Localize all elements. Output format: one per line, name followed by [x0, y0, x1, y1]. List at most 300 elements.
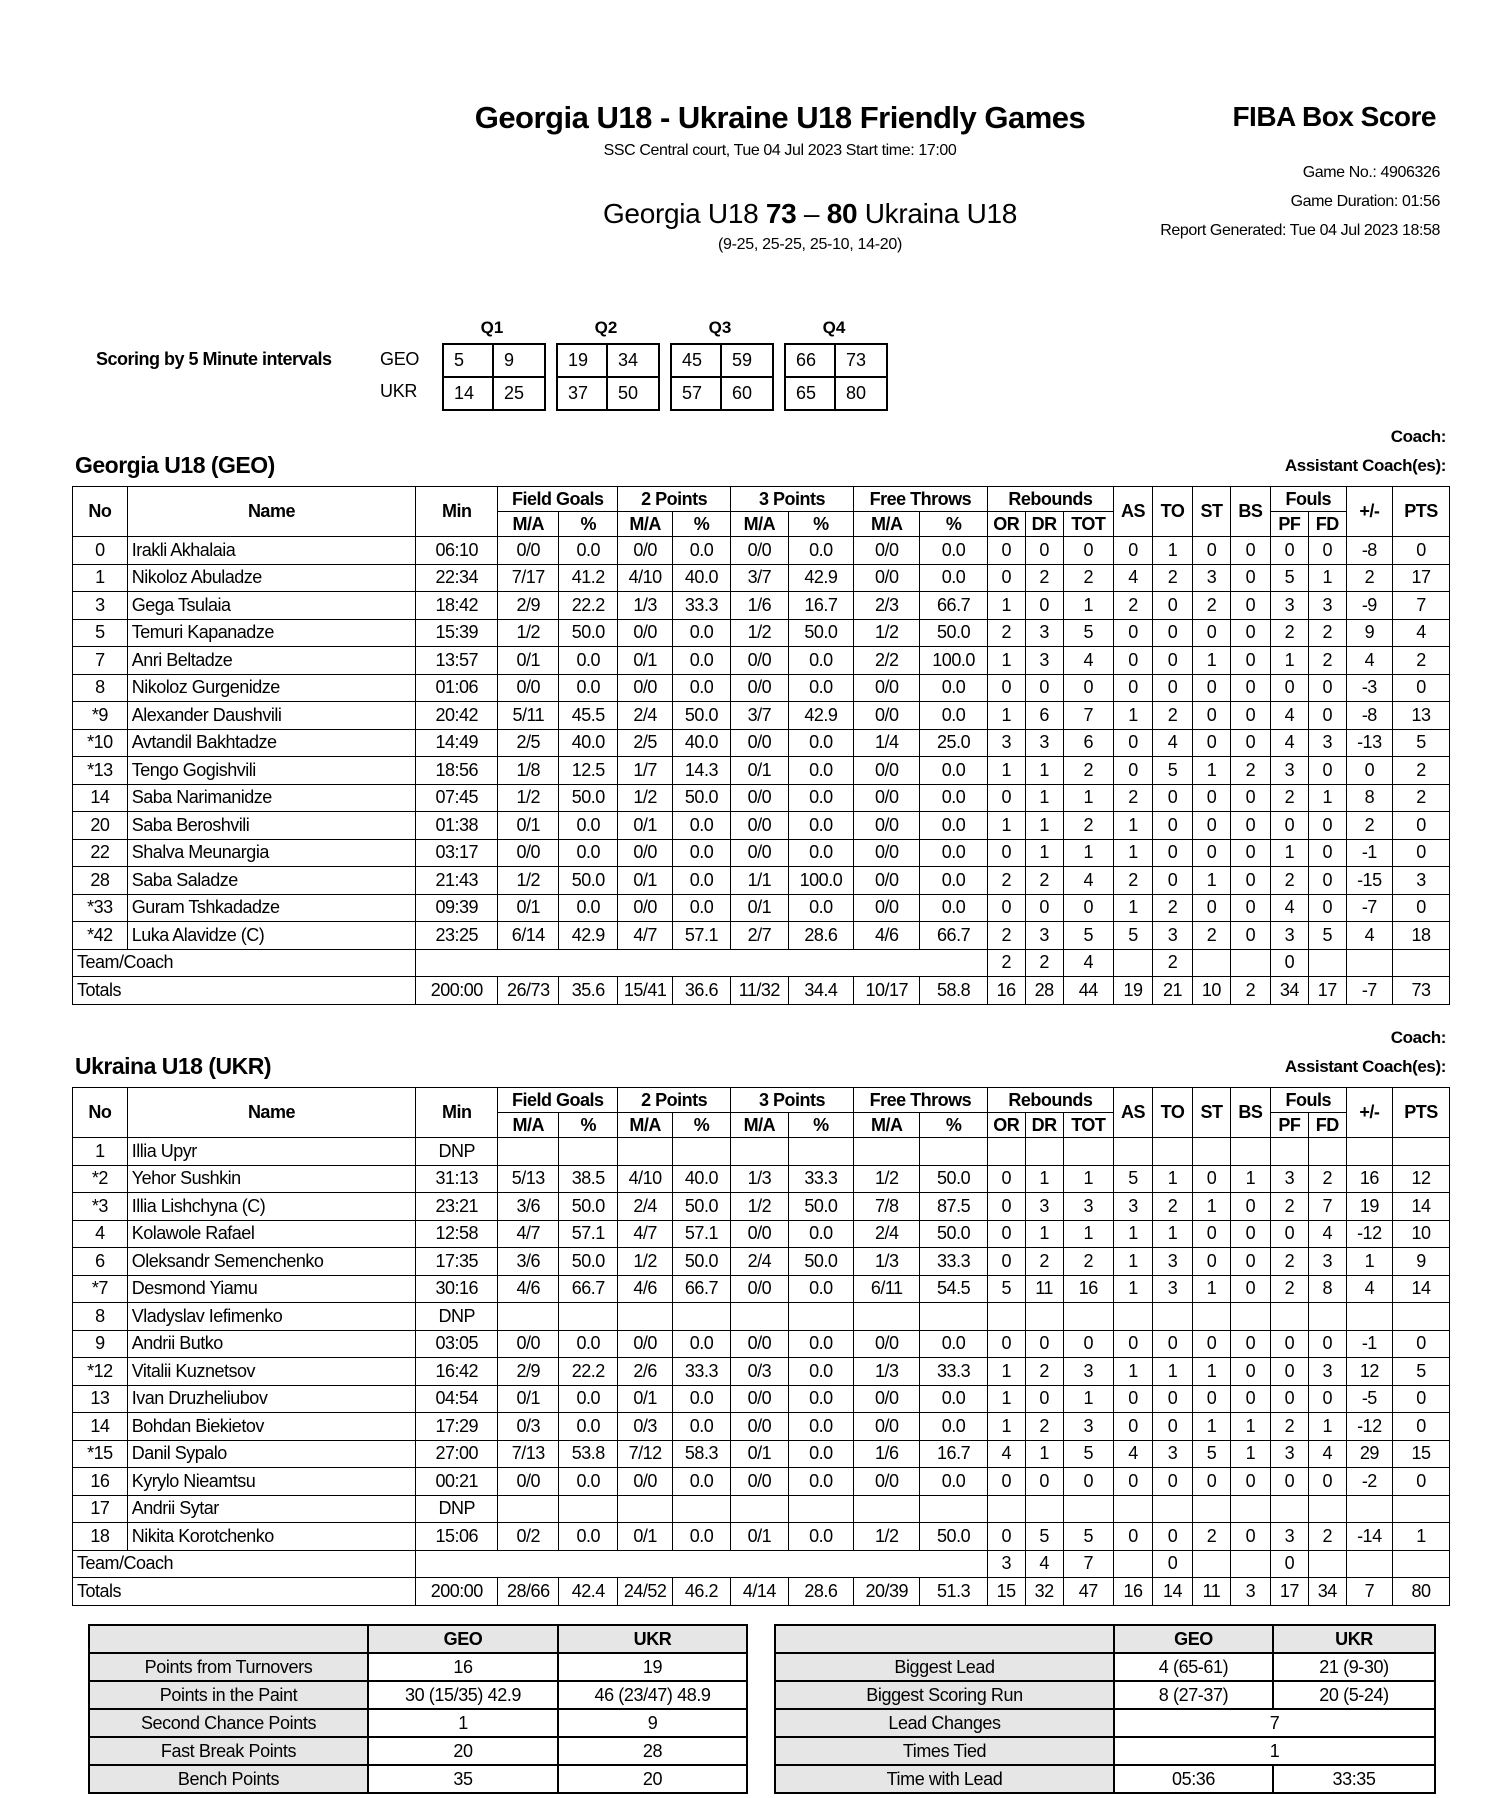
stat-cell: 3: [1153, 1440, 1193, 1468]
stat-cell: 3: [1308, 729, 1346, 757]
stat-cell: 0.0: [673, 1468, 731, 1496]
stat-cell: 0/0: [730, 674, 788, 702]
stat-cell: 0: [1308, 674, 1346, 702]
stat-cell: 3: [1153, 1275, 1193, 1303]
stat-cell: [1114, 1495, 1153, 1523]
stat-cell: 1: [1346, 1248, 1392, 1276]
stat-cell: 4: [1308, 1440, 1346, 1468]
stat-cell: 50.0: [788, 1193, 853, 1221]
summary-team-header: UKR: [558, 1625, 747, 1653]
stat-cell: 2/6: [618, 1358, 673, 1386]
stat-cell: 0: [1230, 592, 1270, 620]
stat-cell: 2: [1193, 1523, 1231, 1551]
stat-cell: 0.0: [788, 1440, 853, 1468]
player-row: [73, 647, 1450, 675]
interval-box-q3: [670, 343, 774, 411]
player-number: 13: [73, 1385, 128, 1413]
stat-cell: 0.0: [788, 1413, 853, 1441]
stat-cell: 0: [1308, 1385, 1346, 1413]
home-team-name: Georgia U18: [602, 198, 759, 229]
stat-cell: [559, 1303, 618, 1331]
stat-cell: 2: [1153, 1193, 1193, 1221]
player-name: Saba Saladze: [127, 867, 415, 895]
stat-cell: 1/1: [730, 867, 788, 895]
player-name: Nikoloz Gurgenidze: [127, 674, 415, 702]
subcol-dr: DR: [1025, 1113, 1063, 1138]
stat-cell: [498, 1495, 559, 1523]
stat-cell: DNP: [416, 1495, 498, 1523]
stat-cell: 1: [1193, 867, 1231, 895]
interval-row-geo: [556, 343, 660, 378]
player-name: Oleksandr Semenchenko: [127, 1248, 415, 1276]
stat-cell: 0/0: [730, 839, 788, 867]
stat-cell: 16:42: [416, 1358, 498, 1386]
stat-cell: 1: [987, 757, 1025, 785]
stat-cell: 0: [1308, 839, 1346, 867]
stat-cell: [1230, 1138, 1270, 1166]
stat-cell: 0.0: [920, 1385, 987, 1413]
stat-cell: 0: [1114, 647, 1153, 675]
stat-cell: 1: [1392, 1523, 1449, 1551]
totals-cell: 14: [1153, 1578, 1193, 1606]
player-row: [73, 564, 1450, 592]
stat-cell: 1: [1063, 1385, 1114, 1413]
stat-cell: 0: [1153, 592, 1193, 620]
totals-cell: 17: [1308, 977, 1346, 1005]
stat-cell: 3/7: [730, 564, 788, 592]
player-name: Nikita Korotchenko: [127, 1523, 415, 1551]
stat-cell: 0: [1153, 1523, 1193, 1551]
stat-cell: 2/7: [730, 922, 788, 950]
stat-cell: 2: [1025, 867, 1063, 895]
totals-cell: 24/52: [618, 1578, 673, 1606]
player-number: 20: [73, 812, 128, 840]
stat-cell: 2: [987, 922, 1025, 950]
stat-cell: 45.5: [559, 702, 618, 730]
quarter-label-q4: Q4: [822, 318, 846, 337]
stat-cell: 2/9: [498, 592, 559, 620]
stat-cell: 2: [1193, 592, 1231, 620]
summary-value: 20: [368, 1737, 558, 1765]
stat-cell: 0: [1230, 1330, 1270, 1358]
stat-cell: 1: [1230, 1440, 1270, 1468]
stat-cell: 07:45: [416, 784, 498, 812]
col-2-points: 2 Points: [618, 487, 731, 512]
stat-cell: 57.1: [559, 1220, 618, 1248]
stat-cell: 1: [1025, 757, 1063, 785]
player-row: [73, 1220, 1450, 1248]
stat-cell: 12: [1346, 1358, 1392, 1386]
totals-cell: 34: [1308, 1578, 1346, 1606]
stat-cell: 1: [1025, 784, 1063, 812]
stat-cell: 0: [1153, 647, 1193, 675]
stat-cell: 0.0: [920, 564, 987, 592]
stat-cell: 22:34: [416, 564, 498, 592]
summary-row: [89, 1737, 747, 1765]
stat-cell: 3: [1270, 1523, 1308, 1551]
subcol-ma: M/A: [618, 1113, 673, 1138]
stat-cell: 27:00: [416, 1440, 498, 1468]
player-row: [73, 1385, 1450, 1413]
col-rebounds: Rebounds: [987, 1088, 1113, 1113]
stat-cell: 2/9: [498, 1358, 559, 1386]
col-plus-minus: +/-: [1346, 487, 1392, 537]
summary-value: 9: [558, 1709, 747, 1737]
stat-cell: 0/1: [730, 1440, 788, 1468]
player-name: Nikoloz Abuladze: [127, 564, 415, 592]
stat-cell: 10: [1392, 1220, 1449, 1248]
stat-cell: 0/0: [854, 537, 920, 565]
stat-cell: 0.0: [559, 1468, 618, 1496]
totals-cell: 46.2: [673, 1578, 731, 1606]
stat-cell: 0: [1193, 784, 1231, 812]
team-dr: 4: [1025, 1550, 1063, 1578]
stat-cell: 0: [1025, 1385, 1063, 1413]
stat-cell: [854, 1495, 920, 1523]
stat-cell: 0: [1230, 1385, 1270, 1413]
totals-cell: 34.4: [788, 977, 853, 1005]
stat-cell: [1230, 1303, 1270, 1331]
stat-cell: 57.1: [673, 1220, 731, 1248]
col-fouls: Fouls: [1270, 487, 1346, 512]
stat-cell: 0.0: [788, 894, 853, 922]
summary-value: 16: [368, 1653, 558, 1681]
team-coach-label: Team/Coach: [73, 1550, 416, 1578]
stat-cell: 7/13: [498, 1440, 559, 1468]
stat-cell: 7: [1392, 592, 1449, 620]
stat-cell: 0: [987, 839, 1025, 867]
interval-score: 9: [504, 350, 515, 370]
subcol-or: OR: [987, 512, 1025, 537]
stat-cell: 0: [987, 537, 1025, 565]
subcol-fd: FD: [1308, 512, 1346, 537]
stat-cell: 18:56: [416, 757, 498, 785]
stat-cell: 0: [987, 1330, 1025, 1358]
stat-cell: 03:05: [416, 1330, 498, 1358]
col-steals: ST: [1193, 487, 1231, 537]
quarter-label-q1: Q1: [480, 318, 504, 337]
stat-cell: 3: [1392, 867, 1449, 895]
totals-cell: 28/66: [498, 1578, 559, 1606]
stat-cell: 2/4: [730, 1248, 788, 1276]
stat-cell: 0/0: [730, 537, 788, 565]
stat-cell: 22.2: [559, 1358, 618, 1386]
stat-cell: 1: [1025, 812, 1063, 840]
player-number: *13: [73, 757, 128, 785]
stat-cell: 1/2: [730, 1193, 788, 1221]
player-row: [73, 1358, 1450, 1386]
summary-header-row: [89, 1625, 747, 1653]
stat-cell: 0/2: [498, 1523, 559, 1551]
geo-assistant-coach-label: Assistant Coach(es):: [1284, 456, 1446, 475]
stat-cell: 1: [987, 812, 1025, 840]
player-name: Saba Beroshvili: [127, 812, 415, 840]
stat-cell: 3: [1063, 1413, 1114, 1441]
stat-cell: [673, 1495, 731, 1523]
geo-coach-label: Coach:: [1390, 427, 1446, 446]
stat-cell: 0: [1025, 1330, 1063, 1358]
stat-cell: 0.0: [559, 674, 618, 702]
stat-cell: 33.3: [920, 1358, 987, 1386]
stat-cell: [1153, 1138, 1193, 1166]
stat-cell: 40.0: [673, 564, 731, 592]
stat-cell: 0: [1114, 1385, 1153, 1413]
header-row: [73, 487, 1450, 512]
stat-cell: 0.0: [559, 1330, 618, 1358]
stat-cell: 1: [987, 592, 1025, 620]
stat-cell: 0: [1025, 537, 1063, 565]
stat-cell: 5: [1063, 922, 1114, 950]
col-3-points: 3 Points: [730, 487, 853, 512]
stat-cell: 1/2: [618, 1248, 673, 1276]
stat-cell: 0: [1230, 784, 1270, 812]
stat-cell: 0: [1153, 839, 1193, 867]
player-number: 4: [73, 1220, 128, 1248]
stat-cell: 0.0: [920, 674, 987, 702]
stat-cell: 2: [1063, 757, 1114, 785]
stat-cell: 2: [1063, 812, 1114, 840]
ukr-team-heading: Ukraina U18 (UKR): [75, 1053, 271, 1079]
player-row: [73, 1495, 1450, 1523]
stat-cell: 100.0: [788, 867, 853, 895]
summary-corner: [775, 1625, 1114, 1653]
summary-row: [775, 1653, 1435, 1681]
score-dash: –: [803, 198, 820, 229]
stat-cell: [987, 1495, 1025, 1523]
stat-cell: [854, 1303, 920, 1331]
stat-cell: 0/0: [618, 537, 673, 565]
home-score: 73: [765, 198, 797, 229]
stat-cell: [618, 1303, 673, 1331]
stat-cell: 0: [1193, 839, 1231, 867]
subcol-pct: %: [920, 1113, 987, 1138]
summary-row: [89, 1765, 747, 1793]
stat-cell: 2: [1025, 1248, 1063, 1276]
stat-cell: [673, 1138, 731, 1166]
geo-team-heading: Georgia U18 (GEO): [75, 452, 275, 478]
stat-cell: 0.0: [788, 784, 853, 812]
stat-cell: 12.5: [559, 757, 618, 785]
totals-cell: 2: [1230, 977, 1270, 1005]
stat-cell: 0/0: [854, 812, 920, 840]
player-row: [73, 1440, 1450, 1468]
stat-cell: 57.1: [673, 922, 731, 950]
player-row: [73, 702, 1450, 730]
stat-cell: 2/2: [854, 647, 920, 675]
intervals-label: Scoring by 5 Minute intervals: [96, 349, 332, 369]
totals-cell: 11: [1193, 1578, 1231, 1606]
stat-cell: 1: [987, 647, 1025, 675]
team-or: 3: [987, 1550, 1025, 1578]
summary-value: 46 (23/47) 48.9: [558, 1681, 747, 1709]
stat-cell: 7/12: [618, 1440, 673, 1468]
game-title: Georgia U18 - Ukraine U18 Friendly Games: [474, 100, 1086, 135]
player-number: *33: [73, 894, 128, 922]
stat-cell: 3: [1025, 729, 1063, 757]
stat-cell: 1: [1063, 1165, 1114, 1193]
stat-cell: [730, 1138, 788, 1166]
player-row: [73, 757, 1450, 785]
totals-cell: 28.6: [788, 1578, 853, 1606]
col-2-points: 2 Points: [618, 1088, 731, 1113]
stat-cell: 1: [1270, 839, 1308, 867]
stat-cell: 6: [1063, 729, 1114, 757]
stat-cell: [1346, 1495, 1392, 1523]
totals-cell: 19: [1114, 977, 1153, 1005]
stat-cell: 1: [987, 1358, 1025, 1386]
subcol-ma: M/A: [730, 512, 788, 537]
stat-cell: 1: [1193, 647, 1231, 675]
stat-cell: 1: [1114, 1220, 1153, 1248]
stat-cell: [1270, 1138, 1308, 1166]
stat-cell: 0: [1392, 1385, 1449, 1413]
stat-cell: 0.0: [559, 537, 618, 565]
interval-score: 59: [732, 350, 753, 370]
player-name: Temuri Kapanadze: [127, 619, 415, 647]
stat-cell: 0.0: [788, 1358, 853, 1386]
stat-cell: 0/0: [730, 1413, 788, 1441]
stat-cell: 0: [1308, 757, 1346, 785]
stat-cell: 3: [1270, 1440, 1308, 1468]
stat-cell: 0/1: [730, 1523, 788, 1551]
stat-cell: 0/0: [618, 1468, 673, 1496]
player-number: *42: [73, 922, 128, 950]
col-turnovers: TO: [1153, 487, 1193, 537]
stat-cell: 0: [1193, 1468, 1231, 1496]
stat-cell: 0: [1114, 1523, 1153, 1551]
stat-cell: 25.0: [920, 729, 987, 757]
stat-cell: 1: [1025, 1440, 1063, 1468]
stat-cell: 0/0: [498, 674, 559, 702]
ukr-box-score-table: [72, 1087, 1450, 1606]
stat-cell: 33.3: [788, 1165, 853, 1193]
stat-cell: 0/0: [730, 729, 788, 757]
team-to: 0: [1153, 1550, 1193, 1578]
stat-cell: 0.0: [788, 729, 853, 757]
stat-cell: 0: [1308, 1330, 1346, 1358]
game-number: Game No.: 4906326: [1302, 164, 1440, 181]
player-name: Vitalii Kuznetsov: [127, 1358, 415, 1386]
subcol-pct: %: [559, 1113, 618, 1138]
stat-cell: 1: [1114, 894, 1153, 922]
stat-cell: 4/6: [854, 922, 920, 950]
summary-row: [775, 1765, 1435, 1793]
stat-cell: 3: [1308, 1358, 1346, 1386]
player-name: Kolawole Rafael: [127, 1220, 415, 1248]
stat-cell: 0: [1025, 674, 1063, 702]
empty-cell: [1114, 949, 1153, 977]
stat-cell: 5: [1392, 729, 1449, 757]
stat-cell: 0: [987, 1193, 1025, 1221]
stat-cell: 01:38: [416, 812, 498, 840]
stat-cell: 1: [1063, 592, 1114, 620]
stat-cell: 0: [1230, 894, 1270, 922]
player-row: [73, 1468, 1450, 1496]
stat-cell: 0: [1153, 867, 1193, 895]
stat-cell: 0.0: [673, 839, 731, 867]
stat-cell: 1/2: [730, 619, 788, 647]
stat-cell: 3: [1063, 1358, 1114, 1386]
stat-cell: 1/3: [730, 1165, 788, 1193]
stat-cell: [1270, 1303, 1308, 1331]
stat-cell: 0.0: [673, 619, 731, 647]
stat-cell: 0: [1193, 1248, 1231, 1276]
player-name: Danil Sypalo: [127, 1440, 415, 1468]
summary-lead-table: [774, 1624, 1436, 1794]
team-dr: 2: [1025, 949, 1063, 977]
stat-cell: 2: [1153, 894, 1193, 922]
stat-cell: 16: [1346, 1165, 1392, 1193]
player-name: Guram Tshkadadze: [127, 894, 415, 922]
summary-label: Biggest Lead: [775, 1653, 1114, 1681]
stat-cell: 29: [1346, 1440, 1392, 1468]
stat-cell: 3: [1270, 757, 1308, 785]
summary-label: Second Chance Points: [89, 1709, 368, 1737]
subcol-ma: M/A: [730, 1113, 788, 1138]
stat-cell: 0: [1230, 1193, 1270, 1221]
stat-cell: 0.0: [559, 647, 618, 675]
stat-cell: 0/1: [498, 1385, 559, 1413]
interval-score: 73: [846, 350, 867, 370]
stat-cell: [1063, 1303, 1114, 1331]
stat-cell: 0/1: [618, 647, 673, 675]
stat-cell: 0.0: [920, 537, 987, 565]
stat-cell: 0/0: [854, 894, 920, 922]
col-blocks: BS: [1230, 487, 1270, 537]
stat-cell: 4: [1153, 729, 1193, 757]
stat-cell: 66.7: [559, 1275, 618, 1303]
col-no: No: [73, 1088, 128, 1138]
stat-cell: [854, 1138, 920, 1166]
stat-cell: 4/7: [618, 922, 673, 950]
player-number: 22: [73, 839, 128, 867]
stat-cell: 0: [1308, 1468, 1346, 1496]
player-number: 5: [73, 619, 128, 647]
stat-cell: 0/0: [854, 757, 920, 785]
stat-cell: -8: [1346, 537, 1392, 565]
summary-label: Time with Lead: [775, 1765, 1114, 1793]
stat-cell: DNP: [416, 1303, 498, 1331]
totals-cell: -7: [1346, 977, 1392, 1005]
stat-cell: 1: [1308, 564, 1346, 592]
interval-team-ukr: UKR: [380, 381, 418, 401]
stat-cell: 1: [1270, 647, 1308, 675]
stat-cell: 23:25: [416, 922, 498, 950]
stat-cell: 2: [1270, 619, 1308, 647]
stat-cell: 3: [1025, 1193, 1063, 1221]
player-number: *15: [73, 1440, 128, 1468]
stat-cell: 0.0: [788, 1385, 853, 1413]
stat-cell: 0/0: [618, 1330, 673, 1358]
col-turnovers: TO: [1153, 1088, 1193, 1138]
player-name: Ivan Druzheliubov: [127, 1385, 415, 1413]
stat-cell: 0.0: [788, 674, 853, 702]
stat-cell: 0: [1114, 537, 1153, 565]
interval-score: 14: [444, 378, 494, 409]
subcol-tot: TOT: [1063, 1113, 1114, 1138]
totals-cell: 34: [1270, 977, 1308, 1005]
stat-cell: 1/2: [618, 784, 673, 812]
stat-cell: 2: [987, 867, 1025, 895]
stat-cell: 0.0: [788, 757, 853, 785]
stat-cell: 3: [1025, 922, 1063, 950]
stat-cell: 33.3: [673, 592, 731, 620]
stat-cell: 5: [1025, 1523, 1063, 1551]
interval-row-ukr: [442, 378, 546, 411]
subcol-dr: DR: [1025, 512, 1063, 537]
team-or: 2: [987, 949, 1025, 977]
stat-cell: 0/0: [854, 1385, 920, 1413]
